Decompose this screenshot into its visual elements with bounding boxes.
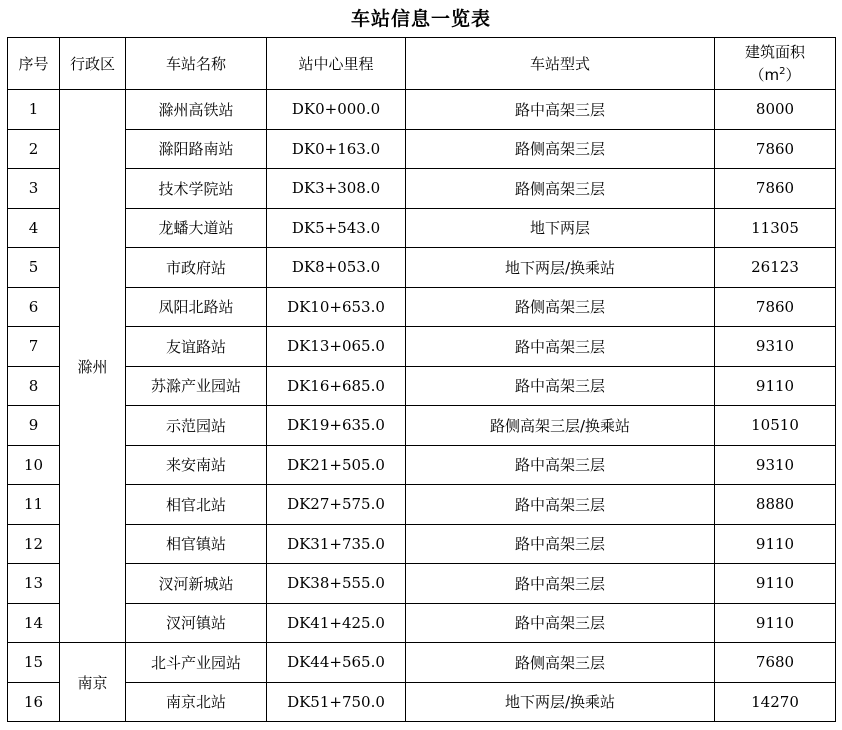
cell-floor-area: 10510: [715, 406, 836, 446]
cell-district: 南京: [60, 643, 126, 722]
cell-floor-area: 7680: [715, 643, 836, 683]
cell-station-type: 地下两层/换乘站: [406, 682, 715, 722]
cell-seq: 4: [8, 208, 60, 248]
cell-floor-area: 9110: [715, 366, 836, 406]
cell-center-mileage: DK51+750.0: [267, 682, 406, 722]
cell-center-mileage: DK44+565.0: [267, 643, 406, 683]
cell-floor-area: 7860: [715, 129, 836, 169]
cell-station-name: 滁阳路南站: [126, 129, 267, 169]
table-row: [8, 445, 836, 485]
table-row: [8, 564, 836, 604]
cell-center-mileage: DK3+308.0: [267, 169, 406, 209]
cell-seq: 6: [8, 287, 60, 327]
cell-floor-area: 11305: [715, 208, 836, 248]
cell-station-name: 苏滁产业园站: [126, 366, 267, 406]
cell-station-type: 路中高架三层: [406, 524, 715, 564]
cell-center-mileage: DK27+575.0: [267, 485, 406, 525]
cell-station-name: 南京北站: [126, 682, 267, 722]
cell-seq: 15: [8, 643, 60, 683]
cell-floor-area: 9110: [715, 524, 836, 564]
cell-seq: 12: [8, 524, 60, 564]
cell-seq: 8: [8, 366, 60, 406]
cell-floor-area: 14270: [715, 682, 836, 722]
cell-floor-area: 8880: [715, 485, 836, 525]
table-header-row: [8, 38, 836, 90]
cell-center-mileage: DK13+065.0: [267, 327, 406, 367]
cell-station-type: 地下两层: [406, 208, 715, 248]
header-station-type: 车站型式: [406, 38, 715, 90]
cell-floor-area: 7860: [715, 169, 836, 209]
cell-station-type: 地下两层/换乘站: [406, 248, 715, 288]
table-row: [8, 287, 836, 327]
cell-center-mileage: DK16+685.0: [267, 366, 406, 406]
table-row: [8, 366, 836, 406]
cell-station-type: 路侧高架三层/换乘站: [406, 406, 715, 446]
cell-station-name: 凤阳北路站: [126, 287, 267, 327]
cell-station-name: 友谊路站: [126, 327, 267, 367]
cell-station-type: 路中高架三层: [406, 90, 715, 130]
cell-center-mileage: DK5+543.0: [267, 208, 406, 248]
cell-floor-area: 9110: [715, 603, 836, 643]
table-row: [8, 327, 836, 367]
cell-seq: 16: [8, 682, 60, 722]
cell-center-mileage: DK0+163.0: [267, 129, 406, 169]
cell-floor-area: 9310: [715, 327, 836, 367]
cell-district: 滁州: [60, 90, 126, 643]
header-station-name: 车站名称: [126, 38, 267, 90]
cell-seq: 9: [8, 406, 60, 446]
table-row: [8, 169, 836, 209]
cell-center-mileage: DK31+735.0: [267, 524, 406, 564]
cell-station-type: 路侧高架三层: [406, 643, 715, 683]
cell-floor-area: 9310: [715, 445, 836, 485]
table-row: [8, 406, 836, 446]
table-row: [8, 603, 836, 643]
station-info-table: [7, 37, 836, 722]
cell-seq: 1: [8, 90, 60, 130]
cell-station-type: 路中高架三层: [406, 603, 715, 643]
cell-seq: 7: [8, 327, 60, 367]
cell-station-name: 北斗产业园站: [126, 643, 267, 683]
cell-station-type: 路侧高架三层: [406, 129, 715, 169]
cell-seq: 10: [8, 445, 60, 485]
cell-center-mileage: DK41+425.0: [267, 603, 406, 643]
cell-station-name: 相官镇站: [126, 524, 267, 564]
table-title: 车站信息一览表: [350, 8, 491, 30]
cell-station-name: 来安南站: [126, 445, 267, 485]
cell-station-type: 路侧高架三层: [406, 169, 715, 209]
header-floor-area-unit: $(m^2)$: [749, 66, 801, 84]
cell-center-mileage: DK21+505.0: [267, 445, 406, 485]
cell-station-name: 汊河新城站: [126, 564, 267, 604]
cell-station-name: 市政府站: [126, 248, 267, 288]
table-row: [8, 643, 836, 683]
cell-station-type: 路中高架三层: [406, 366, 715, 406]
table-row: [8, 485, 836, 525]
table-row: [8, 90, 836, 130]
cell-station-name: 相官北站: [126, 485, 267, 525]
cell-station-type: 路中高架三层: [406, 445, 715, 485]
cell-floor-area: 7860: [715, 287, 836, 327]
table-row: [8, 248, 836, 288]
header-floor-area-line1: 建筑面积: [744, 43, 805, 61]
cell-center-mileage: DK8+053.0: [267, 248, 406, 288]
table-row: [8, 129, 836, 169]
cell-station-name: 汊河镇站: [126, 603, 267, 643]
cell-station-type: 路中高架三层: [406, 327, 715, 367]
cell-center-mileage: DK38+555.0: [267, 564, 406, 604]
cell-station-type: 路侧高架三层: [406, 287, 715, 327]
cell-station-name: 龙蟠大道站: [126, 208, 267, 248]
table-row: [8, 682, 836, 722]
table-row: [8, 524, 836, 564]
cell-station-name: 示范园站: [126, 406, 267, 446]
cell-station-type: 路中高架三层: [406, 564, 715, 604]
cell-seq: 2: [8, 129, 60, 169]
cell-station-name: 滁州高铁站: [126, 90, 267, 130]
header-floor-area: [715, 38, 836, 90]
cell-seq: 14: [8, 603, 60, 643]
cell-seq: 13: [8, 564, 60, 604]
header-center-mileage: 站中心里程: [267, 38, 406, 90]
cell-center-mileage: DK10+653.0: [267, 287, 406, 327]
cell-floor-area: 9110: [715, 564, 836, 604]
header-seq: 序号: [8, 38, 60, 90]
cell-seq: 5: [8, 248, 60, 288]
cell-seq: 3: [8, 169, 60, 209]
table-body: [8, 90, 836, 722]
table-row: [8, 208, 836, 248]
cell-station-type: 路中高架三层: [406, 485, 715, 525]
cell-center-mileage: DK19+635.0: [267, 406, 406, 446]
cell-floor-area: 8000: [715, 90, 836, 130]
cell-floor-area: 26123: [715, 248, 836, 288]
cell-seq: 11: [8, 485, 60, 525]
cell-station-name: 技术学院站: [126, 169, 267, 209]
cell-center-mileage: DK0+000.0: [267, 90, 406, 130]
header-district: 行政区: [60, 38, 126, 90]
